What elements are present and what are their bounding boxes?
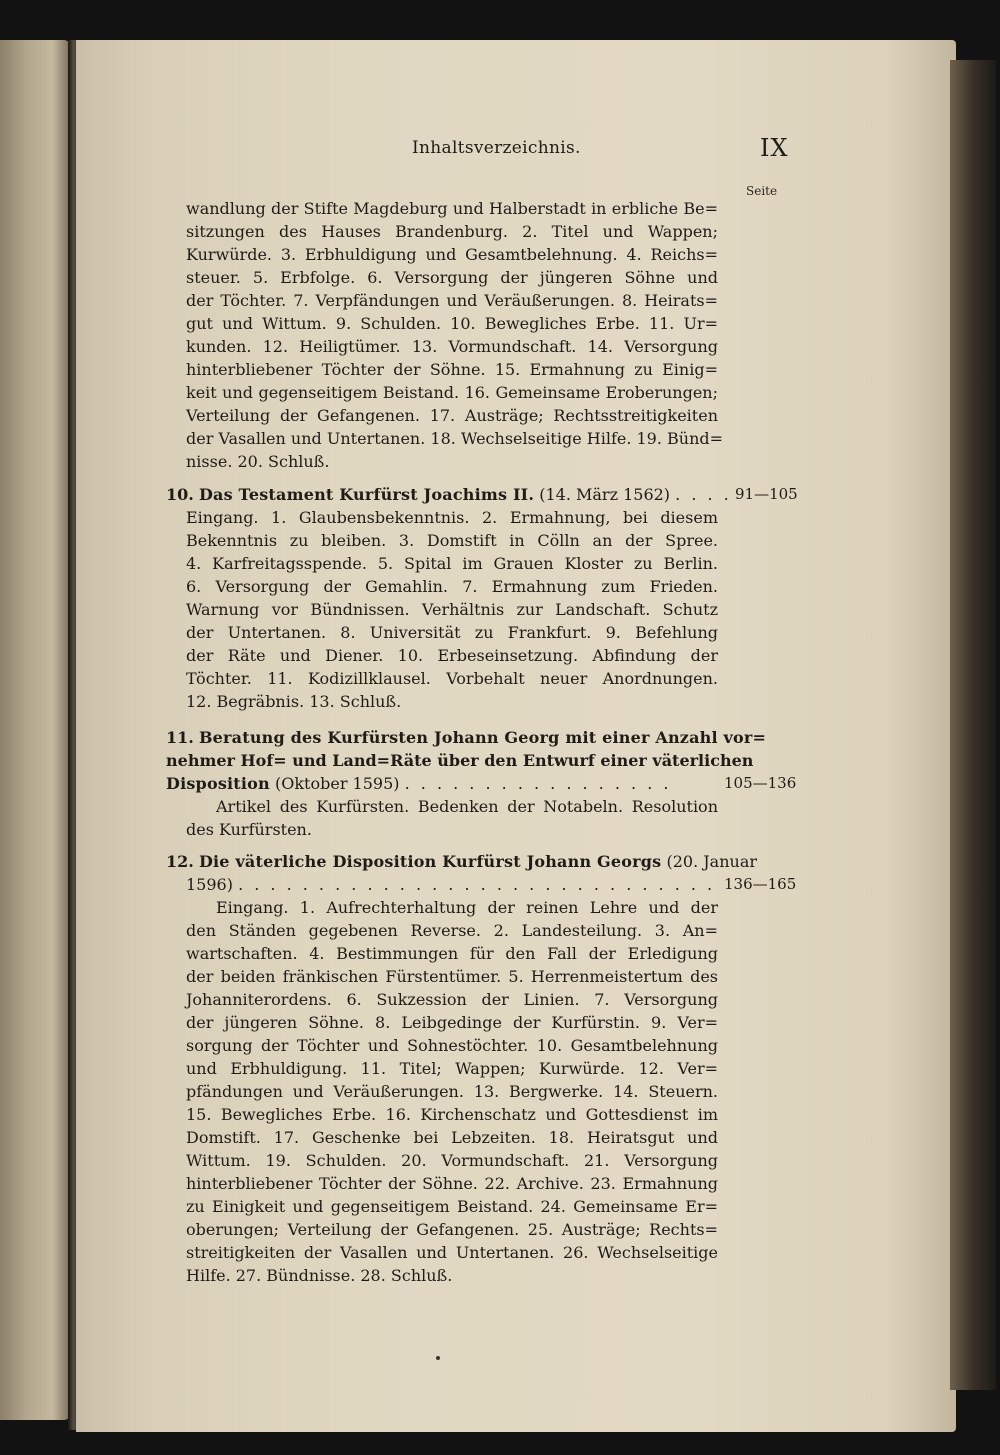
book-cover-edge — [950, 60, 996, 1390]
entry-heading — [166, 726, 767, 749]
leader-dots: . . . . . . . . . . . . . . . . . — [404, 774, 672, 793]
entry-line: der Untertanen. 8. Universität zu Frankfurt. 9. Befehlung — [186, 623, 718, 642]
entry-title: Die väterliche Disposition Kurfürst Johann Georgs — [198, 852, 662, 871]
leader-dots: . . . . — [675, 485, 732, 504]
entry-line: der Vasallen und Untertanen. 18. Wechselseitige Hilfe. 19. Bünd= — [186, 429, 724, 448]
entry-line: Hilfe. 27. Bündnisse. 28. Schluß. — [186, 1266, 453, 1285]
column-label-seite: Seite — [746, 184, 778, 198]
entry-line: wartschaften. 4. Bestimmungen für den Fall der Erledigung — [186, 944, 718, 963]
page-number: IX — [760, 134, 789, 162]
entry-number: 12. — [166, 852, 194, 871]
entry-line: oberungen; Verteilung der Gefangenen. 25. Austräge; Rechts= — [186, 1220, 718, 1239]
entry-date: (20. Januar — [666, 852, 758, 871]
entry-line: Warnung vor Bündnissen. Verhältnis zur Landschaft. Schutz — [186, 600, 718, 619]
entry-line: 4. Karfreitagsspende. 5. Spital im Grauen Kloster zu Berlin. — [186, 554, 718, 573]
entry-line: und Erbhuldigung. 11. Titel; Wappen; Kurwürde. 12. Ver= — [186, 1059, 718, 1078]
entry-title-line: nehmer Hof= und Land=Räte über den Entwurf einer väterlichen — [166, 751, 754, 770]
entry-line: Wittum. 19. Schulden. 20. Vormundschaft. 21. Versorgung — [186, 1151, 718, 1170]
entry-title: Das Testament Kurfürst Joachims II. — [198, 485, 535, 504]
entry-number: 11. — [166, 728, 194, 747]
entry-heading-end — [166, 772, 718, 795]
entry-line: Töchter. 11. Kodizillklausel. Vorbehalt neuer Anordnungen. — [186, 669, 718, 688]
page-range: 91—105 — [735, 485, 798, 503]
entry-title: Beratung des Kurfürsten Johann Georg mit einer Anzahl vor= — [198, 728, 767, 747]
entry-line: der Töchter. 7. Verpfändungen und Veräußerungen. 8. Heirats= — [186, 291, 718, 310]
entry-line: gut und Wittum. 9. Schulden. 10. Bewegliches Erbe. 11. Ur= — [186, 314, 718, 333]
entry-line: Johanniterordens. 6. Sukzession der Linien. 7. Versorgung — [186, 990, 718, 1009]
entry-date: (Oktober 1595) — [274, 774, 400, 793]
entry-line: streitigkeiten der Vasallen und Untertanen. 26. Wechselseitige — [186, 1243, 718, 1262]
entry-line: des Kurfürsten. — [186, 820, 312, 839]
entry-line: Eingang. 1. Aufrechterhaltung der reinen Lehre und der — [216, 898, 718, 917]
entry-line: Bekenntnis zu bleiben. 3. Domstift in Cölln an der Spree. — [186, 531, 718, 550]
entry-line: Artikel des Kurfürsten. Bedenken der Notabeln. Resolution — [216, 797, 718, 816]
entry-line: pfändungen und Veräußerungen. 13. Bergwerke. 14. Steuern. — [186, 1082, 718, 1101]
entry-heading — [166, 483, 732, 506]
entry-line: wandlung der Stifte Magdeburg und Halberstadt in erbliche Be= — [186, 199, 718, 218]
entry-line: sitzungen des Hauses Brandenburg. 2. Titel und Wappen; — [186, 222, 718, 241]
entry-line: zu Einigkeit und gegenseitigem Beistand. 24. Gemeinsame Er= — [186, 1197, 718, 1216]
entry-line: 12. Begräbnis. 13. Schluß. — [186, 692, 402, 711]
entry-line: hinterbliebener Töchter der Söhne. 22. Archive. 23. Ermahnung — [186, 1174, 718, 1193]
entry-line: Eingang. 1. Glaubensbekenntnis. 2. Ermahnung, bei diesem — [186, 508, 718, 527]
entry-line: den Ständen gegebenen Reverse. 2. Landesteilung. 3. An= — [186, 921, 718, 940]
entry-heading — [166, 850, 758, 873]
page-range: 136—165 — [724, 875, 797, 893]
running-title: Inhaltsverzeichnis. — [412, 138, 581, 158]
entry-line: 15. Bewegliches Erbe. 16. Kirchenschatz und Gottesdienst im — [186, 1105, 718, 1124]
paper-speck — [436, 1356, 440, 1360]
entry-line: Kurwürde. 3. Erbhuldigung und Gesamtbelehnung. 4. Reichs= — [186, 245, 718, 264]
entry-line: Verteilung der Gefangenen. 17. Austräge; Rechtsstreitigkeiten — [186, 406, 718, 425]
entry-line: nisse. 20. Schluß. — [186, 452, 330, 471]
leader-dots: . . . . . . . . . . . . . . . . . . . . . . . . . . . . . . — [238, 875, 716, 894]
entry-line: sorgung der Töchter und Sohnestöchter. 10. Gesamtbelehnung — [186, 1036, 718, 1055]
entry-line: keit und gegenseitigem Beistand. 16. Gemeinsame Eroberungen; — [186, 383, 718, 402]
page-range: 105—136 — [724, 774, 797, 792]
entry-heading-end — [186, 873, 718, 896]
entry-date-continued: 1596) — [186, 875, 233, 894]
entry-line: der beiden fränkischen Fürstentümer. 5. Herrenmeistertum des — [186, 967, 718, 986]
entry-number: 10. — [166, 485, 194, 504]
entry-line: kunden. 12. Heiligtümer. 13. Vormundschaft. 14. Versorgung — [186, 337, 718, 356]
entry-line: hinterbliebener Töchter der Söhne. 15. Ermahnung zu Einig= — [186, 360, 718, 379]
entry-line: der jüngeren Söhne. 8. Leibgedinge der Kurfürstin. 9. Ver= — [186, 1013, 718, 1032]
entry-title-end: Disposition — [166, 774, 270, 793]
entry-line: Domstift. 17. Geschenke bei Lebzeiten. 18. Heiratsgut und — [186, 1128, 718, 1147]
entry-line: der Räte und Diener. 10. Erbeseinsetzung. Abfindung der — [186, 646, 718, 665]
left-page-edge — [0, 40, 70, 1420]
entry-date: (14. März 1562) — [539, 485, 671, 504]
entry-line: 6. Versorgung der Gemahlin. 7. Ermahnung zum Frieden. — [186, 577, 718, 596]
entry-line: steuer. 5. Erbfolge. 6. Versorgung der jüngeren Söhne und — [186, 268, 718, 287]
